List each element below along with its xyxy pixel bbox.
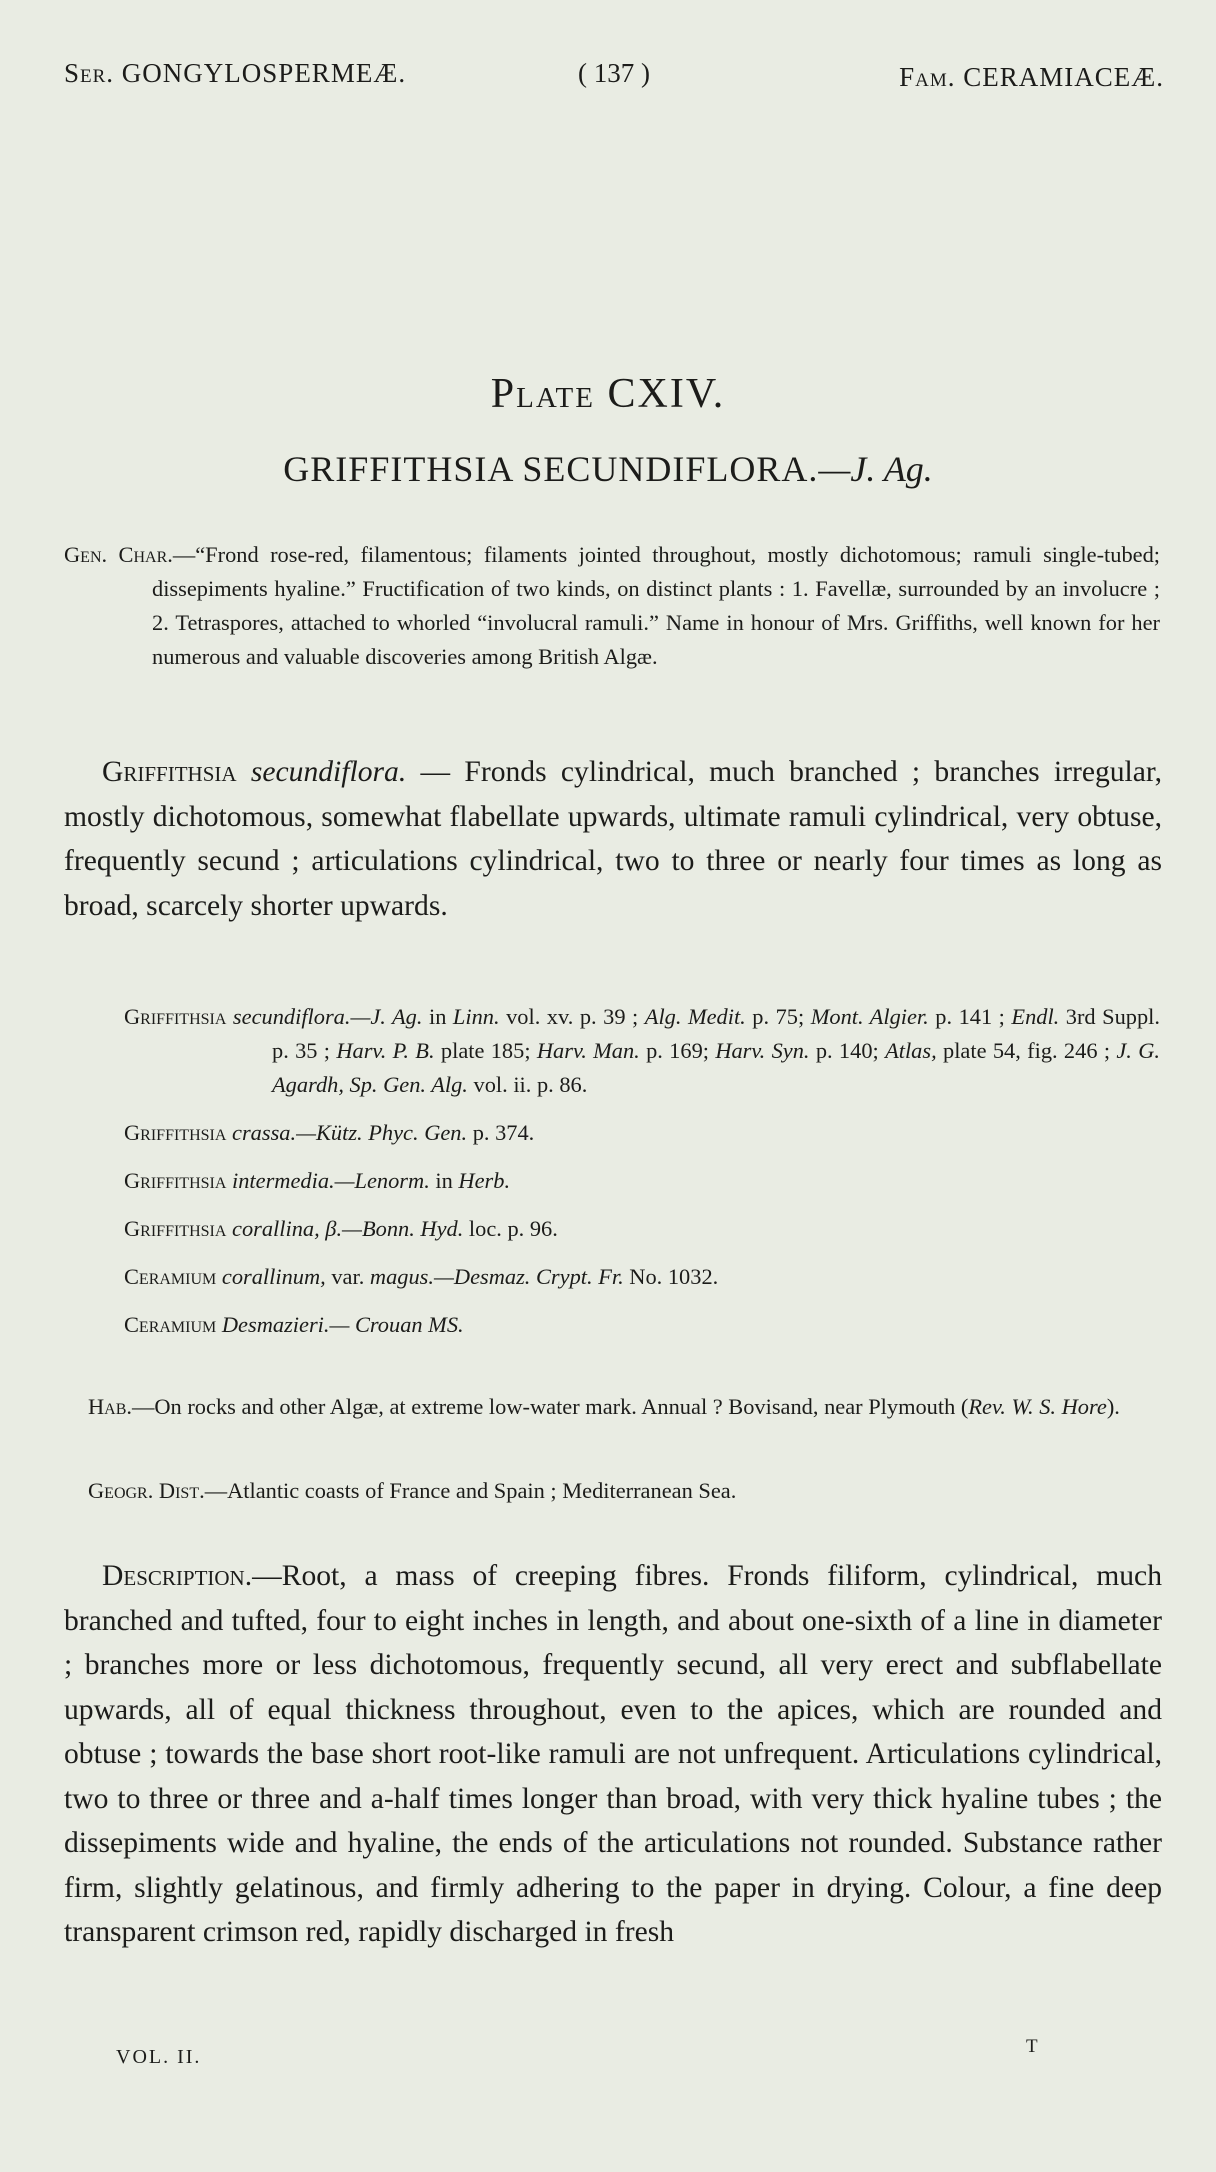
running-head-series: Ser. GONGYLOSPERMEÆ.: [64, 58, 407, 88]
gen-char-text: —“Frond rose-red, filamentous; filaments jointed throughout, mostly dichotomous; ramuli single-tubed; dissepiments hyaline.” Fructification of two kinds, on distinct plants : 1. Favellæ, surrounded by an involucre ; 2. Tetraspores, attached to whorled “involucral ramuli.” Name in honour of Mrs. Griffiths, well known for her numerous and valuable discoveries among British Algæ.: [152, 542, 1160, 669]
synonym-entry: Griffithsia secundiflora.—J. Ag. in Linn. vol. xv. p. 39 ; Alg. Medit. p. 75; Mont. Algier. p. 141 ; Endl. 3rd Suppl. p. 35 ; Harv. P. B. plate 185; Harv. Man. p. 169; Harv. Syn. p. 140; Atlas, plate 54, fig. 246 ; J. G. Agardh, Sp. Gen. Alg. vol. ii. p. 86.: [124, 1004, 1160, 1097]
habitat: Hab.—On rocks and other Algæ, at extreme low-water mark. Annual ? Bovisand, near Plymouth (Rev. W. S. Hore).: [88, 1394, 1120, 1419]
species-heading: GRIFFITHSIA SECUNDIFLORA.—J. Ag.: [283, 449, 933, 489]
description-paragraph: Description.—Root, a mass of creeping fibres. Fronds filiform, cylindrical, much branched and tufted, four to eight inches in length, and about one-sixth of a line in diameter ; branches more or less dichotomous, frequently secund, all very erect and subflabellate upwards, all of equal thickness throughout, even to the apices, which are rounded and obtuse ; towards the base short root-like ramuli are not unfrequent. Articulations cylindrical, two to three or three and a-half times longer than broad, with very thick hyaline tubes ; the dissepiments wide and hyaline, the ends of the articulations not rounded. Substance rather firm, slightly gelatinous, and firmly adhering to the paper in drying. Colour, a fine deep transparent crimson red, rapidly discharged in fresh: [64, 1560, 1162, 1948]
synonym-entry: Ceramium corallinum, var. magus.—Desmaz. Crypt. Fr. No. 1032.: [124, 1264, 719, 1289]
synonym-entry: Griffithsia corallina, β.—Bonn. Hyd. loc. p. 96.: [124, 1216, 558, 1241]
generic-character: [64, 538, 1160, 674]
page-number: ( 137 ): [578, 58, 650, 88]
synonymy-list: [124, 1000, 1160, 1356]
geographical-distribution: Geogr. Dist.—Atlantic coasts of France and Spain ; Mediterranean Sea.: [88, 1478, 737, 1503]
signature-mark: T: [1026, 2036, 1038, 2057]
volume-mark: VOL. II.: [116, 2046, 202, 2068]
synonym-entry: Ceramium Desmazieri.— Crouan MS.: [124, 1312, 464, 1337]
species-diagnosis: Griffithsia secundiflora. — Fronds cylindrical, much branched ; branches irregular, mostly dichotomous, somewhat flabellate upwards, ultimate ramuli cylindrical, very obtuse, frequently secund ; articulations cylindrical, two to three or nearly four times as long as broad, scarcely shorter upwards.: [64, 756, 1162, 922]
synonym-entry: Griffithsia crassa.—Kütz. Phyc. Gen. p. 374.: [124, 1120, 535, 1145]
synonym-entry: Griffithsia intermedia.—Lenorm. in Herb.: [124, 1168, 511, 1193]
gen-char-label: Gen. Char.: [64, 542, 173, 567]
running-head: [64, 58, 1164, 98]
plate-heading: Plate CXIV.: [490, 371, 726, 417]
running-head-family: Fam. CERAMIACEÆ.: [899, 62, 1164, 92]
